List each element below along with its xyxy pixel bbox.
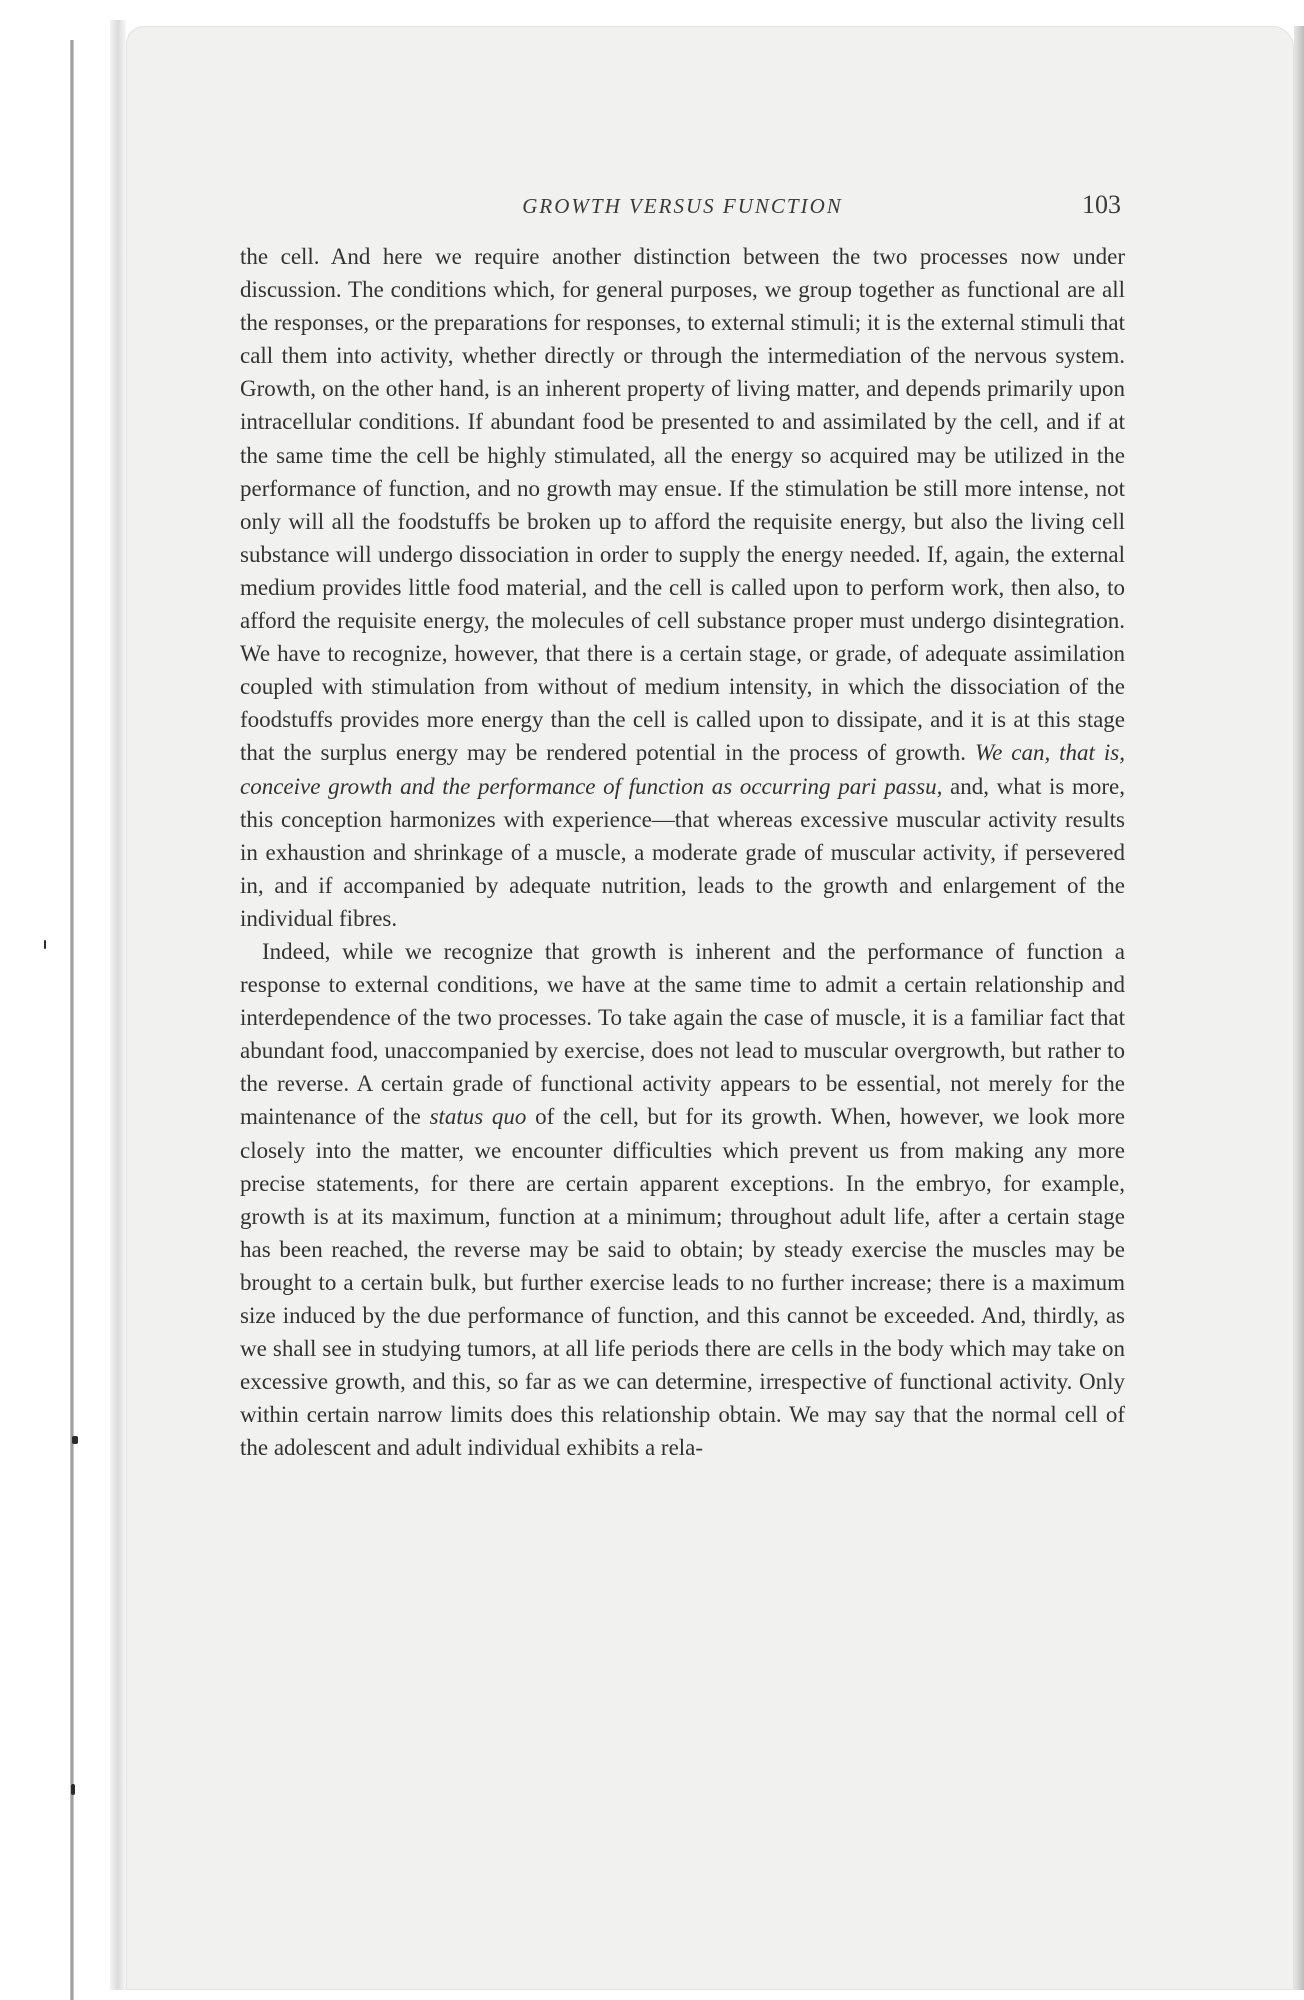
page-edge <box>1294 26 1304 1990</box>
paragraph-text: and, what is more, this conception harmonizes with experience—that whereas excessive muscular activity results in exhaustion and shrinkage of a muscle, a moderate grade of muscular activity, if persevered in, and if accompanied by adequate nutrition, leads to the growth and enlargement of the individual fibres. <box>240 773 1125 931</box>
paragraph <box>240 935 1125 1465</box>
body-text <box>240 240 1125 1464</box>
spine-line <box>70 40 74 2000</box>
margin-mark <box>72 1436 78 1444</box>
binding-shadow <box>110 20 126 1990</box>
binding-gutter <box>0 0 125 2000</box>
paragraph-text: of the cell, but for its growth. When, however, we look more closely into the matter, we encounter difficulties which prevent us from making any more precise statements, for there are certain apparent exceptions. In the embryo, for example, growth is at its maximum, function at a minimum; throughout adult life, after a certain stage has been reached, the reverse may be said to obtain; by steady exercise the muscles may be brought to a certain bulk, but further exercise leads to no further increase; there is a maximum size induced by the due performance of function, and this cannot be exceeded. And, thirdly, as we shall see in studying tumors, at all life periods there are cells in the body which may take on excessive growth, and this, so far as we can determine, irrespective of functional activity. Only within certain narrow limits does this relationship obtain. We may say that the normal cell of the adolescent and adult individual exhibits a rela- <box>240 1104 1126 1461</box>
running-title: GROWTH VERSUS FUNCTION <box>522 194 843 218</box>
margin-mark <box>44 940 46 949</box>
paragraph-text: Indeed, while we recognize that growth is inherent and the performance of function a response to external conditions, we have at the same time to admit a certain relationship and interdependence of the two processes. To take again the case of muscle, it is a familiar fact that abundant food, unaccompanied by exercise, does not lead to muscular overgrowth, but rather to the reverse. A certain grade of functional activity appears to be essential, not merely for the maintenance of the <box>240 938 1125 1130</box>
paragraph <box>240 240 1125 935</box>
page-number: 103 <box>1082 190 1121 219</box>
margin-mark <box>71 1784 75 1795</box>
italic-text: status quo <box>429 1104 527 1130</box>
paragraph-text: the cell. And here we require another distinction between the two processes now under discussion. The conditions which, for general purposes, we group together as functional are all the responses, or the preparations for responses, to external stimuli; it is the external stimuli that call them into activity, whether directly or through the intermediation of the nervous system. Growth, on the other hand, is an inherent property of living matter, and depends primarily upon intracellular conditions. If abundant food be presented to and assimilated by the cell, and if at the same time the cell be highly stimulated, all the energy so acquired may be utilized in the performance of function, and no growth may ensue. If the stimulation be still more intense, not only will all the foodstuffs be broken up to afford the requisite energy, but also the living cell substance will undergo dissociation in order to supply the energy needed. If, again, the external medium provides little food material, and the cell is called upon to perform work, then also, to afford the requisite energy, the molecules of cell substance proper must undergo disintegration. We have to recognize, however, that there is a certain stage, or grade, of adequate assimilation coupled with stimulation from without of medium intensity, in which the dissociation of the foodstuffs provides more energy than the cell is called upon to dissipate, and it is at this stage that the surplus energy may be rendered potential in the process of growth. <box>240 244 1125 766</box>
page-header <box>240 190 1125 230</box>
italic-text: We can, that is, conceive growth and the performance of function as occurring pari passu, <box>240 740 1125 799</box>
